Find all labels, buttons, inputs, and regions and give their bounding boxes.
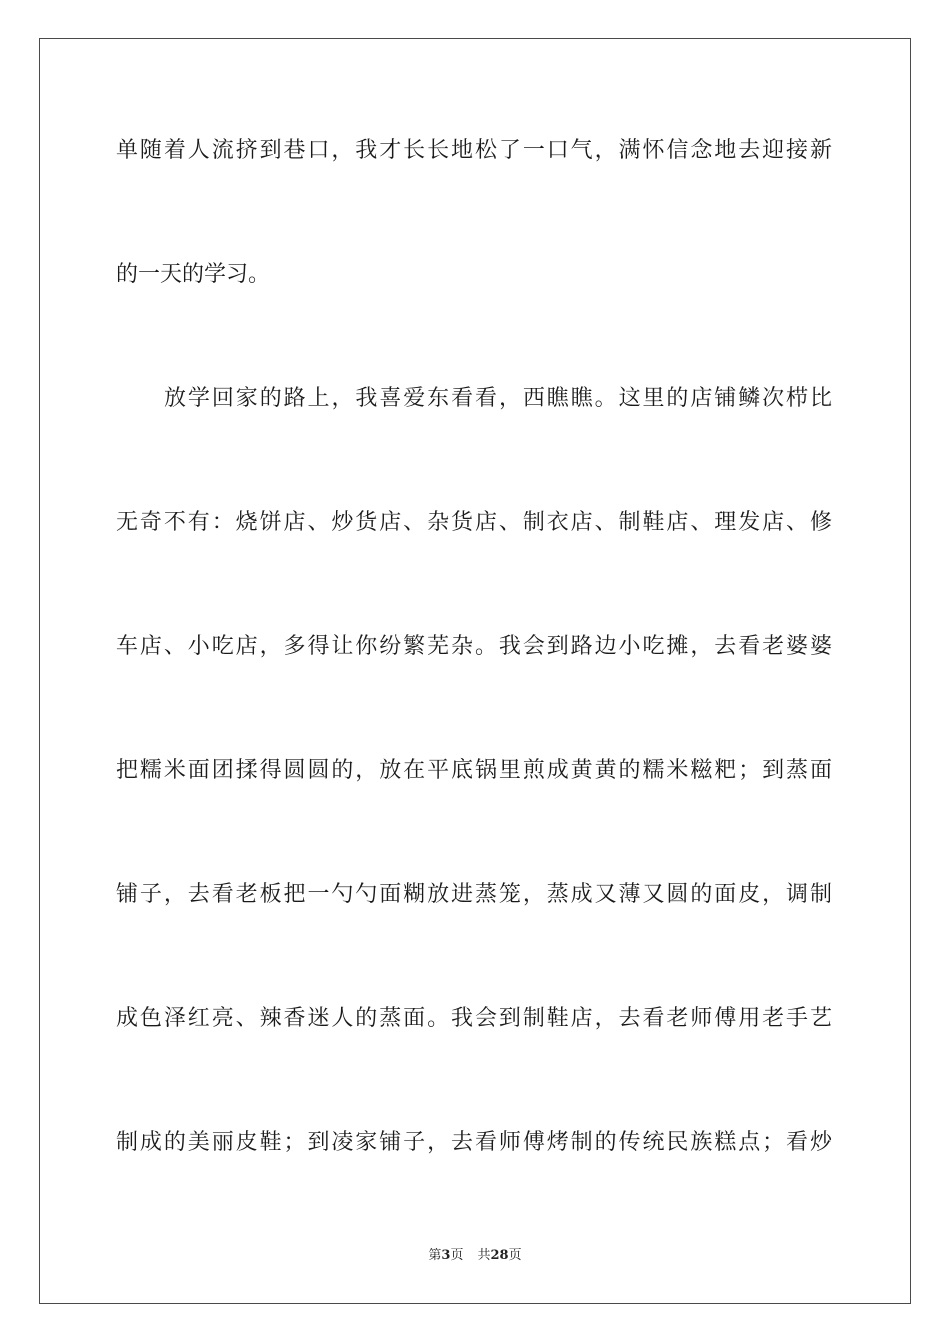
text-line-6: 把糯米面团揉得圆圆的，放在平底锅里煎成黄黄的糯米糍粑；到蒸面	[116, 758, 832, 783]
total-pages: 28	[490, 1248, 509, 1263]
text-line-2: 的一天的学习。	[116, 262, 271, 287]
text-line-9: 制成的美丽皮鞋；到凌家铺子，去看师傅烤制的传统民族糕点；看炒	[116, 1130, 832, 1155]
page-frame	[39, 38, 911, 1304]
text-line-1: 单随着人流挤到巷口，我才长长地松了一口气，满怀信念地去迎接新	[116, 138, 832, 163]
total-suffix: 页	[508, 1248, 522, 1263]
text-line-3: 放学回家的路上，我喜爱东看看，西瞧瞧。这里的店铺鳞次栉比	[164, 386, 832, 411]
text-line-5: 车店、小吃店，多得让你纷繁芜杂。我会到路边小吃摊，去看老婆婆	[116, 634, 832, 659]
page-number: 3	[441, 1248, 451, 1263]
text-line-7: 铺子，去看老板把一勺勺面糊放进蒸笼，蒸成又薄又圆的面皮，调制	[116, 882, 832, 907]
text-line-8: 成色泽红亮、辣香迷人的蒸面。我会到制鞋店，去看老师傅用老手艺	[116, 1006, 832, 1031]
total-prefix: 共	[477, 1248, 491, 1263]
page-prefix: 第	[428, 1248, 442, 1263]
page-suffix: 页	[450, 1248, 464, 1263]
text-line-4: 无奇不有：烧饼店、炒货店、杂货店、制衣店、制鞋店、理发店、修	[116, 510, 832, 535]
page-footer	[0, 1247, 950, 1265]
